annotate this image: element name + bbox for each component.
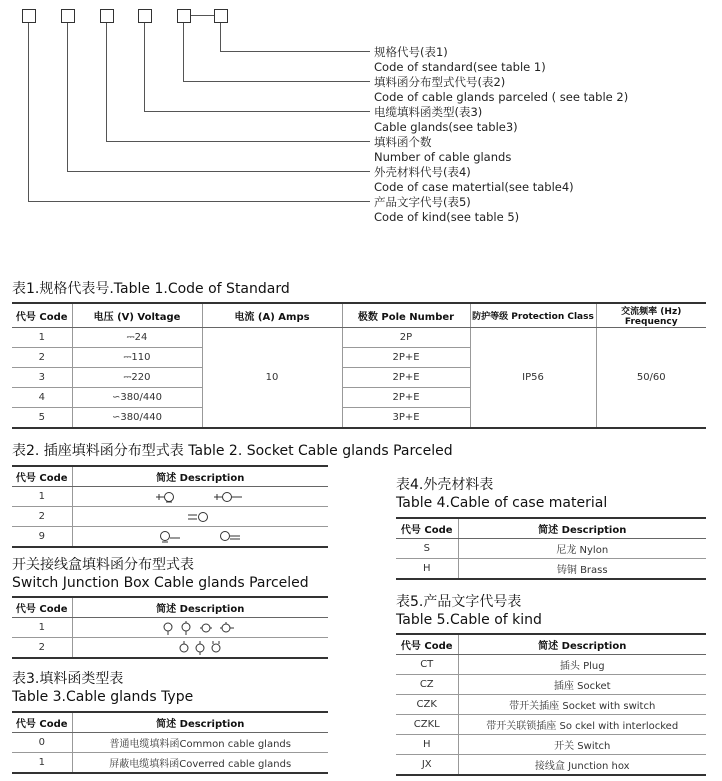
code-box-material [61, 9, 75, 23]
table4-title-en: Table 4.Cable of case material [396, 495, 608, 511]
t5-code: CZK [396, 695, 458, 715]
legend-parceled-en: Code of cable glands parceled ( see table 2) [374, 90, 629, 104]
t4-code: H [396, 559, 458, 580]
t1-poles: 3P+E [342, 408, 470, 429]
legend-material-en: Code of case matertial(see table4) [374, 180, 574, 194]
t3-header-code: 代号 Code [12, 712, 72, 733]
table5 [396, 633, 706, 776]
t1-voltage: ⎓110 [72, 348, 202, 368]
t4-code: S [396, 539, 458, 559]
t1-poles: 2P+E [342, 388, 470, 408]
table-row [12, 638, 328, 659]
t5-code: CZKL [396, 715, 458, 735]
legend-kind-en: Code of kind(see table 5) [374, 210, 520, 224]
t5-header-desc: 简述 Description [458, 634, 706, 655]
table3-title-en: Table 3.Cable glands Type [12, 689, 194, 705]
t5-code: CZ [396, 675, 458, 695]
table-row [12, 527, 328, 548]
side-gland-icon [214, 491, 244, 503]
t1-header-amps: 电流 (A) Amps [202, 303, 342, 328]
table-row [396, 559, 706, 580]
table3 [12, 711, 328, 774]
four-gland-icon [160, 621, 240, 635]
bottom-gland-icon [218, 531, 242, 543]
t1-voltage: ⎓220 [72, 368, 202, 388]
t2-desc [72, 507, 328, 527]
table3-title-cn: 表3.填料函类型表 [12, 671, 124, 687]
legend-material-cn: 外壳材料代号(表4) [374, 165, 471, 179]
t5-code: H [396, 735, 458, 755]
t2-code: 2 [12, 507, 72, 527]
t5-desc: 开关 Switch [458, 735, 706, 755]
table-row [12, 487, 328, 507]
st-code: 2 [12, 638, 72, 659]
st-code: 1 [12, 618, 72, 638]
t5-desc: 带开关插座 Socket with switch [458, 695, 706, 715]
st-header-desc: 简述 Description [72, 597, 328, 618]
t5-desc: 插座 Socket [458, 675, 706, 695]
table-row [396, 655, 706, 675]
t1-header-frequency: 交流频率 (Hz) Frequency [596, 303, 706, 328]
t1-code: 4 [12, 388, 72, 408]
legend-standard-en: Code of standard(see table 1) [374, 60, 546, 74]
table-row [12, 753, 328, 774]
table-row [12, 618, 328, 638]
table1 [12, 302, 706, 429]
t1-code: 3 [12, 368, 72, 388]
switch-table-title-en: Switch Junction Box Cable glands Parceled [12, 575, 309, 591]
legend-parceled-cn: 填料函分布型式代号(表2) [374, 75, 506, 89]
code-box-kind [22, 9, 36, 23]
t1-protection: IP56 [470, 328, 596, 429]
t5-desc: 插头 Plug [458, 655, 706, 675]
side-gland-icon [156, 491, 182, 503]
t4-desc: 铸铜 Brass [458, 559, 706, 580]
t1-code: 5 [12, 408, 72, 429]
code-box-parceled [177, 9, 191, 23]
t3-header-desc: 简述 Description [72, 712, 328, 733]
legend-number-cn: 填料函个数 [374, 135, 432, 149]
three-gland-icon [176, 641, 224, 655]
t1-voltage: ⎓24 [72, 328, 202, 348]
t1-amps: 10 [202, 328, 342, 429]
legend-standard-cn: 规格代号(表1) [374, 45, 448, 59]
table5-title-en: Table 5.Cable of kind [396, 612, 542, 628]
code-box-number [100, 9, 114, 23]
st-desc [72, 618, 328, 638]
table-row [12, 733, 328, 753]
t4-desc: 尼龙 Nylon [458, 539, 706, 559]
t4-header-desc: 简述 Description [458, 518, 706, 539]
t1-code: 2 [12, 348, 72, 368]
t5-code: JX [396, 755, 458, 776]
code-box-standard [214, 9, 228, 23]
t1-voltage: ∽380/440 [72, 408, 202, 429]
table-row [12, 328, 706, 348]
table-row [396, 755, 706, 776]
legend-type-en: Cable glands(see table3) [374, 120, 518, 134]
t1-poles: 2P [342, 328, 470, 348]
table-row [396, 735, 706, 755]
table1-title: 表1.规格代表号.Table 1.Code of Standard [12, 281, 290, 297]
table2-title: 表2. 插座填料函分布型式表 Table 2. Socket Cable glands Parceled [12, 443, 453, 459]
t1-header-voltage: 电压 (V) Voltage [72, 303, 202, 328]
t2-code: 1 [12, 487, 72, 507]
t3-code: 0 [12, 733, 72, 753]
table5-title-cn: 表5.产品文字代号表 [396, 594, 522, 610]
t5-desc: 接线盒 Junction hox [458, 755, 706, 776]
table4-title-cn: 表4.外壳材料表 [396, 477, 494, 493]
table-row [396, 715, 706, 735]
t5-code: CT [396, 655, 458, 675]
double-gland-icon [188, 511, 212, 523]
t5-header-code: 代号 Code [396, 634, 458, 655]
t2-desc [72, 487, 328, 507]
table2 [12, 465, 328, 548]
t2-header-desc: 简述 Description [72, 466, 328, 487]
t1-code: 1 [12, 328, 72, 348]
legend-kind-cn: 产品文字代号(表5) [374, 195, 471, 209]
t3-desc: 屏蔽电缆填料函Coverred cable glands [72, 753, 328, 774]
t1-header-code: 代号 Code [12, 303, 72, 328]
t1-header-protection: 防护等级 Protection Class [470, 303, 596, 328]
t1-poles: 2P+E [342, 348, 470, 368]
table4 [396, 517, 706, 580]
t1-poles: 2P+E [342, 368, 470, 388]
switch-table [12, 596, 328, 659]
t5-desc: 带开关联锁插座 So ckel with interlocked [458, 715, 706, 735]
t2-desc [72, 527, 328, 548]
t1-voltage: ∽380/440 [72, 388, 202, 408]
st-desc [72, 638, 328, 659]
legend-type-cn: 电缆填料函类型(表3) [374, 105, 483, 119]
t3-code: 1 [12, 753, 72, 774]
switch-table-title-cn: 开关接线盒填料函分布型式表 [12, 557, 194, 573]
t1-header-poles: 极数 Pole Number [342, 303, 470, 328]
table-row [12, 507, 328, 527]
table-row [396, 695, 706, 715]
st-header-code: 代号 Code [12, 597, 72, 618]
table-row [396, 675, 706, 695]
table-row [396, 539, 706, 559]
t3-desc: 普通电缆填料函Common cable glands [72, 733, 328, 753]
t1-frequency: 50/60 [596, 328, 706, 429]
code-box-type [138, 9, 152, 23]
t2-code: 9 [12, 527, 72, 548]
t2-header-code: 代号 Code [12, 466, 72, 487]
legend-number-en: Number of cable glands [374, 150, 512, 164]
t4-header-code: 代号 Code [396, 518, 458, 539]
bottom-gland-icon [158, 531, 182, 543]
